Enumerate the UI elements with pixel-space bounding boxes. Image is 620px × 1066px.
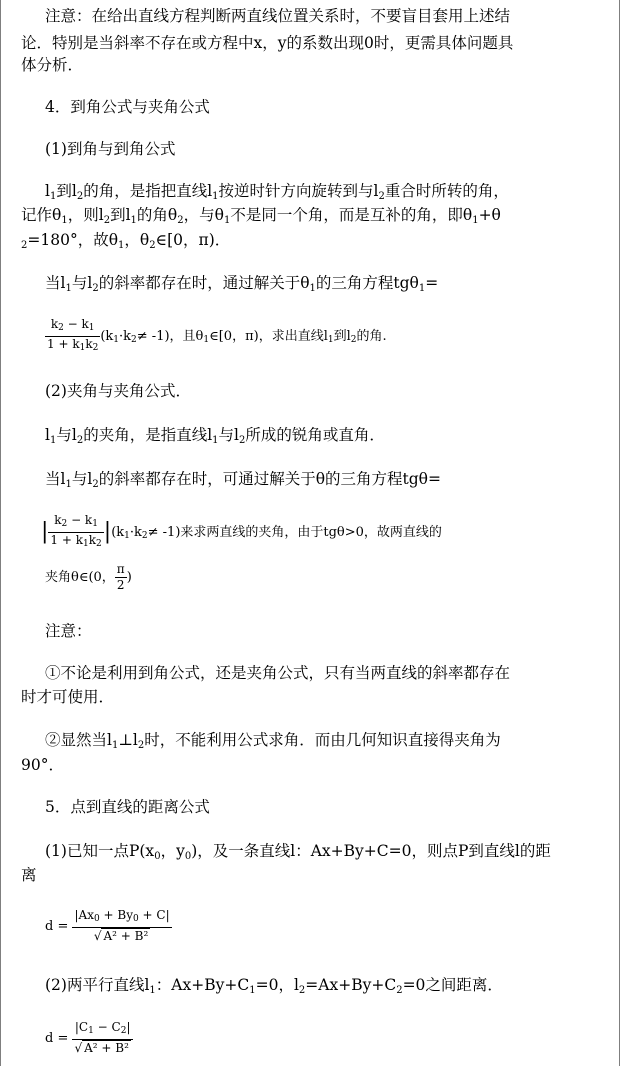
angle-condition-line: 当$l_1$与$l_2$的斜率都存在时，可通过解关于θ的三角方程tgθ= bbox=[45, 470, 441, 490]
note-2-point-2-line-2: 90°． bbox=[21, 756, 64, 774]
distance-2-fraction: $\frac{|C1 - C2|}{\text{√ A² + B²}}$ bbox=[72, 1020, 132, 1056]
distance-1-line-1: (1)已知一点$P(x_0$，$y_0$)，及一条直线l：Ax+By+C=0，则点P到直线l的距 bbox=[45, 842, 551, 862]
to-angle-definition-line-1: $l_1$到$l_2$的角，是指把直线$l_1$按逆时针方向旋转到与$l_2$重合时所转的角， bbox=[45, 182, 509, 202]
to-angle-fraction: $\frac{k2 - k1}{1 + k1k2}$ bbox=[47, 316, 99, 353]
to-angle-definition-line-2: 记作$\theta_1$，则$l_2$到$l_1$的角$\theta_2$，与$\theta_1$不是同一个角，而是互补的角，即$\theta_1+\theta$ bbox=[21, 206, 501, 226]
note-intro-line-2: 论．特别是当斜率不存在或方程中x，y的系数出现0时，更需具体问题具 bbox=[21, 34, 514, 52]
distance-1-line-2: 离 bbox=[21, 866, 37, 884]
section-5-heading: 5．点到直线的距离公式 bbox=[45, 798, 210, 816]
note-intro-line-3: 体分析． bbox=[21, 56, 84, 74]
to-angle-formula: $\frac{k2 - k1}{1 + k1k2}$ (k1·k2≠ -1)，且θ1∈[0，π)，求出直线l1到l2的角. bbox=[45, 316, 387, 359]
angle-fraction: $\frac{k2 - k1}{1 + k1k2}$ bbox=[50, 512, 102, 549]
section-4-heading: 4．到角公式与夹角公式 bbox=[45, 98, 210, 116]
angle-range-line: 夹角θ∈(0， $\frac{\pi}{2}$ ) bbox=[45, 561, 132, 592]
angle-definition-line: $l_1$与$l_2$的夹角，是指直线$l_1$与$l_2$所成的锐角或直角． bbox=[45, 426, 385, 446]
sub-1-heading: (1)到角与到角公式 bbox=[45, 140, 176, 158]
distance-2-formula: d = $\frac{|C1 - C2|}{\text{√ A² + B²}}$ bbox=[45, 1018, 133, 1058]
to-angle-condition-line: 当$l_1$与$l_2$的斜率都存在时，通过解关于$\theta_1$的三角方程tgθ$_1$= bbox=[45, 274, 439, 294]
note-2-heading: 注意： bbox=[45, 622, 92, 640]
note-2-point-2-line-1: ②显然当$l_1\perp l_2$时，不能利用公式求角．而由几何知识直接得夹角为 bbox=[45, 731, 501, 751]
distance-2-line: (2)两平行直线$l_1$：$Ax+By+C_1=0$，$l_2=Ax+By+C_2=0$之间距离． bbox=[45, 976, 503, 996]
to-angle-definition-line-3: $_2$=180°，故$\theta_1$，$\theta_2\in[0$，π)． bbox=[21, 231, 231, 251]
distance-1-fraction: $\frac{|Ax0 + By0 + C|}{\text{√ A² + B²}}$ bbox=[74, 908, 170, 943]
distance-1-formula: d = $\frac{|Ax0 + By0 + C|}{\text{√ A² + B²}}$ bbox=[45, 908, 170, 943]
note-intro-line-1: 注意：在给出直线方程判断两直线位置关系时，不要盲目套用上述结 bbox=[45, 7, 511, 25]
pi-over-two-fraction: $\frac{\pi}{2}$ bbox=[116, 561, 125, 592]
note-2-point-1-line-1: ①不论是利用到角公式，还是夹角公式，只有当两直线的斜率都存在 bbox=[45, 664, 511, 682]
note-2-point-1-line-2: 时才可使用． bbox=[21, 688, 115, 706]
sub-2-heading: (2)夹角与夹角公式． bbox=[45, 382, 191, 400]
angle-formula: | $\frac{k2 - k1}{1 + k1k2}$ |(k1·k2≠ -1)来求两直线的夹角，由于tgθ>0，故两直线的 bbox=[41, 512, 442, 555]
